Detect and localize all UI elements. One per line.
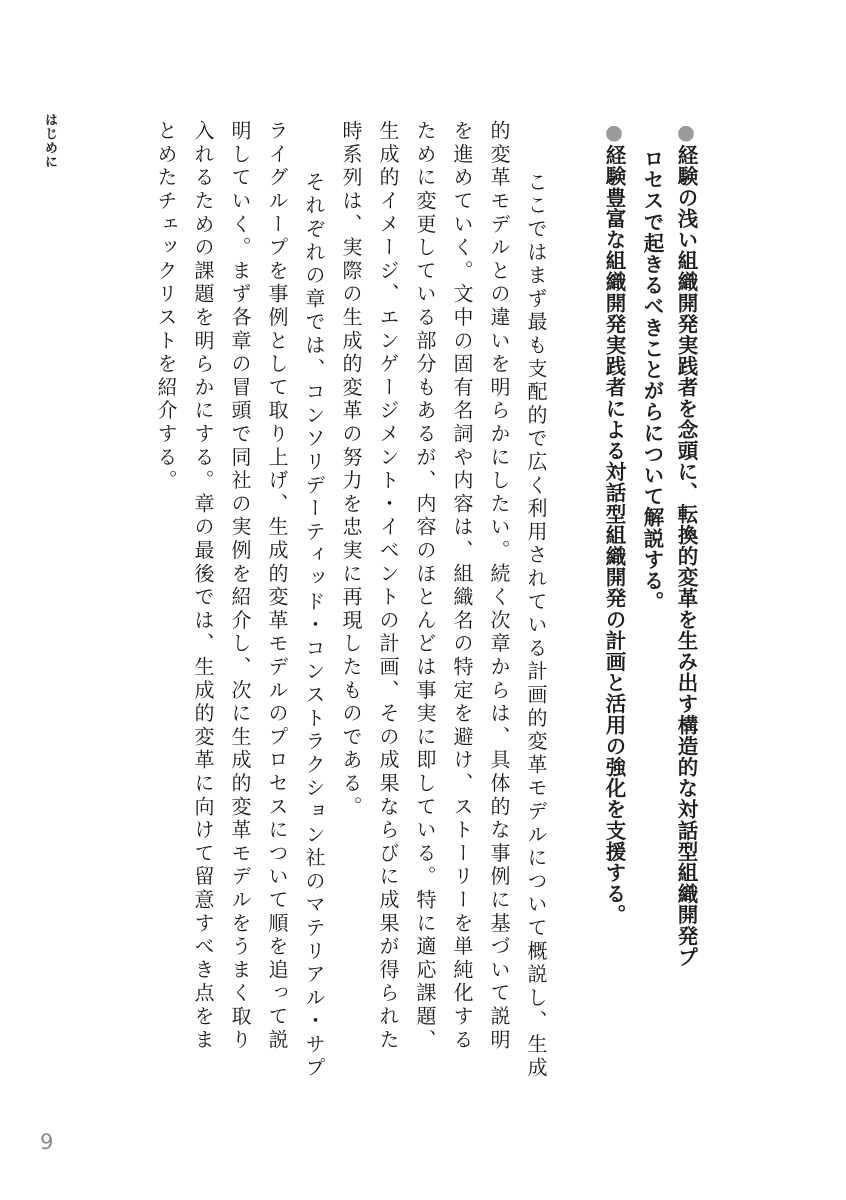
bullet-item-1-line-1 bbox=[672, 120, 700, 968]
body-line-4: ために変更している部分もあるが、内容のほとんどは事実に即している。特に適応課題、 bbox=[413, 120, 437, 1052]
body-line-3: を進めていく。文中の固有名詞や内容は、組織名の特定を避け、ストーリーを単純化する bbox=[450, 120, 474, 1052]
body-line-1: ここではまず最も支配的で広く利用されている計画的変革モデルについて概説し、生成 bbox=[524, 148, 548, 1080]
bullet-text: 経験豊富な組織開発実践者による対話型組織開発の計画と活用の強化を支援する。 bbox=[602, 144, 626, 926]
bullet-text: 経験の浅い組織開発実践者を念頭に、転換的変革を生み出す構造的な対話型組織開発プ bbox=[674, 144, 698, 968]
bullet-dot-icon: ● bbox=[674, 120, 698, 145]
running-head: はじめに bbox=[42, 113, 57, 169]
page-number: 9 bbox=[40, 1130, 54, 1154]
body-line-8: ライグループを事例として取り上げ、生成的変革モデルのプロセスについて順を追って説 bbox=[265, 120, 289, 1052]
body-line-9: 明していく。まず各章の冒頭で同社の実例を紹介し、次に生成的変革モデルをうまく取り bbox=[228, 120, 252, 1052]
bullet-dot-icon: ● bbox=[602, 120, 626, 145]
bullet-item-1-line-2: ロセスで起きるべきことがらについて解説する。 bbox=[640, 148, 664, 613]
bullet-item-2 bbox=[600, 120, 628, 925]
body-line-11: とめたチェックリストを紹介する。 bbox=[154, 120, 178, 493]
body-line-2: 的変革モデルとの違いを明らかにしたい。続く次章からは、具体的な事例に基づいて説明 bbox=[487, 120, 511, 1052]
body-line-7: それぞれの章では、コンソリデーティッド・コンストラクション社のマテリアル・サプ bbox=[302, 148, 326, 1080]
body-line-6: 時系列は、実際の生成的変革の努力を忠実に再現したものである。 bbox=[339, 120, 363, 819]
body-line-10: 入れるための課題を明らかにする。章の最後では、生成的変革に向けて留意すべき点をま bbox=[191, 120, 215, 1052]
body-line-5: 生成的イメージ、エンゲージメント・イベントの計画、その成果ならびに成果が得られた bbox=[376, 120, 400, 1052]
